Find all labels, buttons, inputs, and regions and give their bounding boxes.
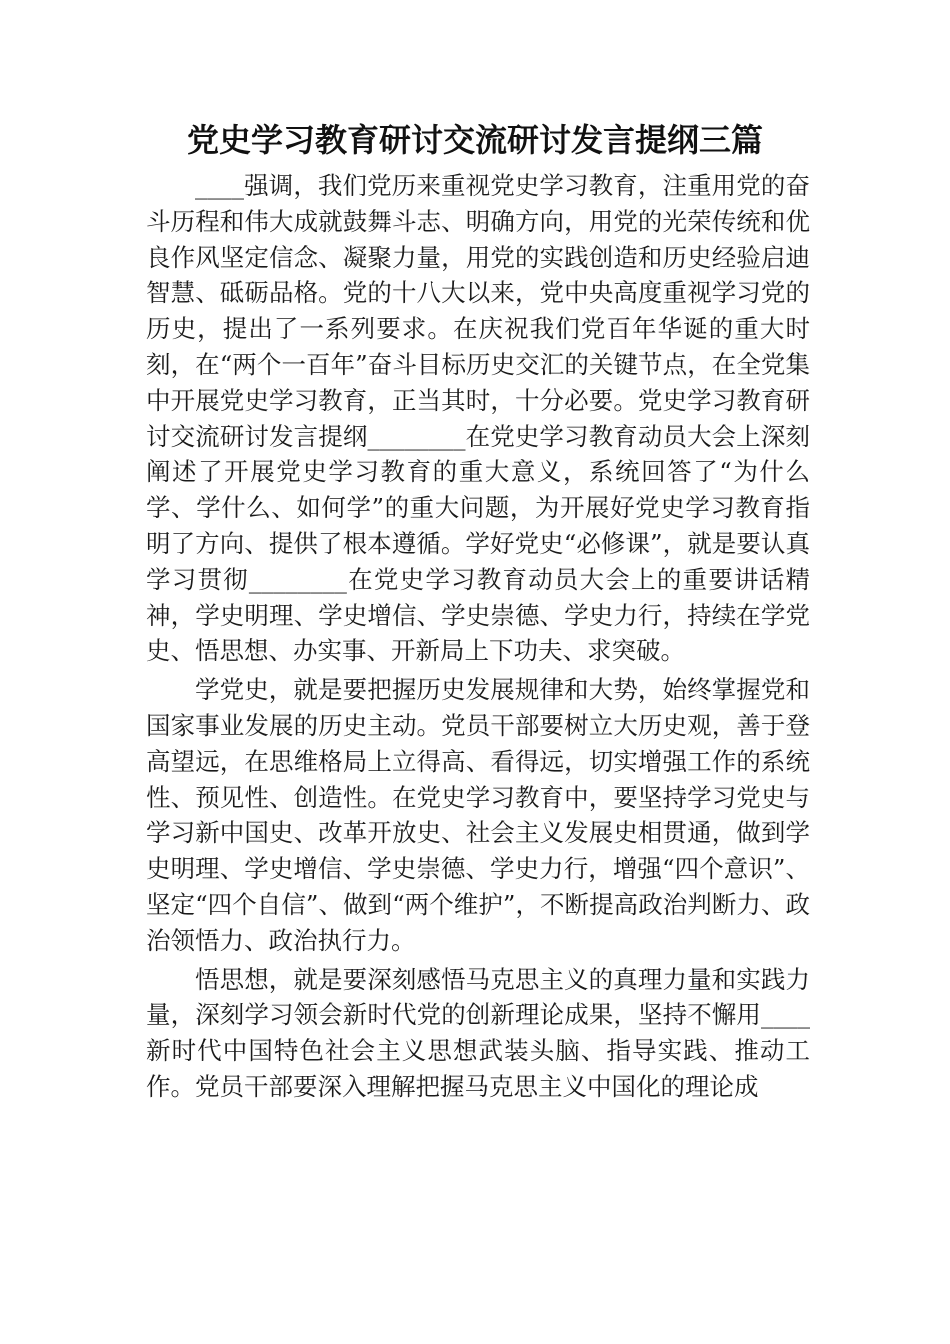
paragraph-intro: ____强调，我们党历来重视党史学习教育，注重用党的奋斗历程和伟大成就鼓舞斗志、明确方向，用党的光荣传统和优良作风坚定信念、凝聚力量，用党的实践创造和历史经验启迪智慧、砥砺品格。党的十八大以来，党中央高度重视学习党的历史，提出了一系列要求。在庆祝我们党百年华诞的重大时刻，在“两个一百年”奋斗目标历史交汇的关键节点，在全党集中开展党史学习教育，正当其时，十分必要。党史学习教育研讨交流研讨发言提纲________在党史学习教育动员大会上深刻阐述了开展党史学习教育的重大意义，系统回答了“为什么学、学什么、如何学”的重大问题，为开展好党史学习教育指明了方向、提供了根本遵循。学好党史“必修课”，就是要认真学习贯彻________在党史学习教育动员大会上的重要讲话精神，学史明理、学史增信、学史崇德、学史力行，持续在学党史、悟思想、办实事、开新局上下功夫、求突破。 [146, 171, 810, 666]
document-title: 党史学习教育研讨交流研讨发言提纲三篇 [186, 121, 763, 159]
paragraph-learn-party-history: 学党史，就是要把握历史发展规律和大势，始终掌握党和国家事业发展的历史主动。党员干部要树立大历史观，善于登高望远，在思维格局上立得高、看得远，切实增强工作的系统性、预见性、创造性。在党史学习教育中，要坚持学习党史与学习新中国史、改革开放史、社会主义发展史相贯通，做到学史明理、学史增信、学史崇德、学史力行，增强“四个意识”、坚定“四个自信”、做到“两个维护”，不断提高政治判断力、政治领悟力、政治执行力。 [146, 675, 810, 955]
document-body [146, 168, 810, 1105]
paragraph-understand-thought: 悟思想，就是要深刻感悟马克思主义的真理力量和实践力量，深刻学习领会新时代党的创新理论成果，坚持不懈用____新时代中国特色社会主义思想武装头脑、指导实践、推动工作。党员干部要深入理解把握马克思主义中国化的理论成 [146, 964, 810, 1101]
